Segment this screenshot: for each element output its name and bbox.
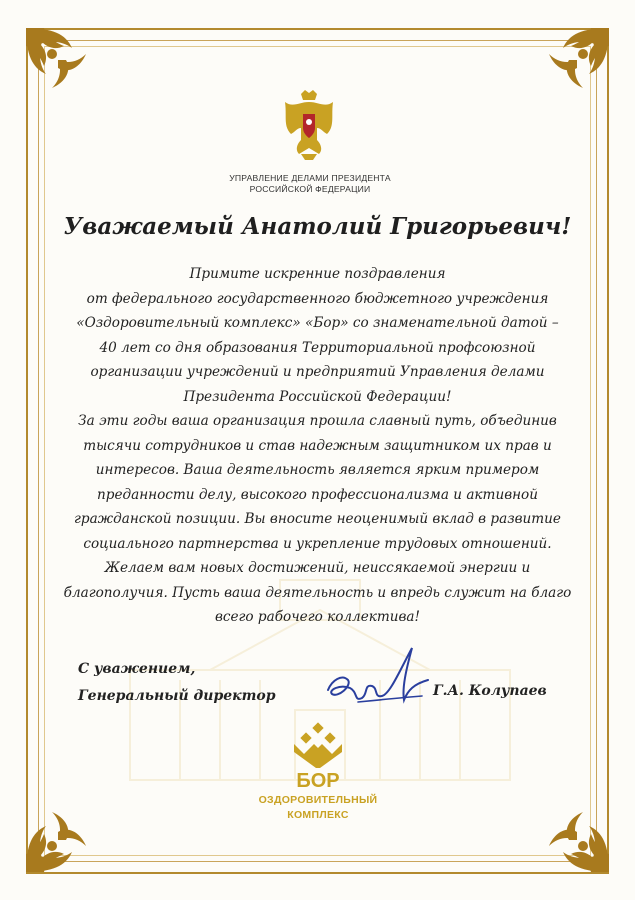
body-line: Желаем вам новых достижений, неиссякаемой энергии и <box>104 560 531 576</box>
logo-subtitle-line2: КОМПЛЕКС <box>287 809 349 821</box>
body-line: 40 лет со дня образования Территориальной профсоюзной <box>99 339 536 356</box>
body-line: преданности делу, высокого профессионализма и активной <box>96 486 538 503</box>
salutation: Уважаемый Анатолий Григорьевич! <box>63 213 572 240</box>
body-line: организации учреждений и предприятий Управления делами <box>90 364 545 380</box>
body-line: гражданской позиции. Вы вносите неоценимый вклад в развитие <box>74 511 561 527</box>
closing-regards: С уважением, <box>78 661 196 677</box>
signature <box>318 640 436 718</box>
body-line: тысячи сотрудников и став надежным защитником их прав и <box>83 437 552 454</box>
logo-subtitle-line1: ОЗДОРОВИТЕЛЬНЫЙ <box>258 794 378 806</box>
closing-title: Генеральный директор <box>78 688 276 704</box>
organization-header <box>180 173 440 195</box>
org-header-line1: УПРАВЛЕНИЕ ДЕЛАМИ ПРЕЗИДЕНТА <box>229 173 391 183</box>
signer-name: Г.А. Колупаев <box>433 683 547 699</box>
corner-ornament-top-left <box>22 24 100 102</box>
body-line: от федерального государственного бюджетного учреждения <box>86 290 549 307</box>
body-line: интересов. Ваша деятельность является ярким примером <box>95 462 540 478</box>
bor-logo-icon <box>290 722 346 770</box>
logo-subtitle <box>237 793 399 823</box>
letter-body <box>60 262 575 630</box>
body-line: Примите искренние поздравления <box>189 266 446 282</box>
corner-ornament-bottom-left <box>22 798 100 876</box>
corner-ornament-top-right <box>535 24 613 102</box>
org-header-line2: РОССИЙСКОЙ ФЕДЕРАЦИИ <box>249 184 371 194</box>
body-line: Президента Российской Федерации! <box>183 388 452 405</box>
body-line: За эти годы ваша организация прошла славный путь, объединив <box>78 413 557 429</box>
coat-of-arms-icon <box>279 88 339 162</box>
logo-name: БОР <box>296 770 340 792</box>
body-line: «Оздоровительный комплекс» «Бор» со знаменательной датой – <box>76 315 559 331</box>
body-line: благополучия. Пусть ваша деятельность и впредь служит на благо <box>63 584 572 601</box>
corner-ornament-bottom-right <box>535 798 613 876</box>
body-line: всего рабочего коллектива! <box>214 609 420 625</box>
body-line: социального партнерства и укрепление трудовых отношений. <box>83 535 552 552</box>
closing-block <box>78 656 276 710</box>
